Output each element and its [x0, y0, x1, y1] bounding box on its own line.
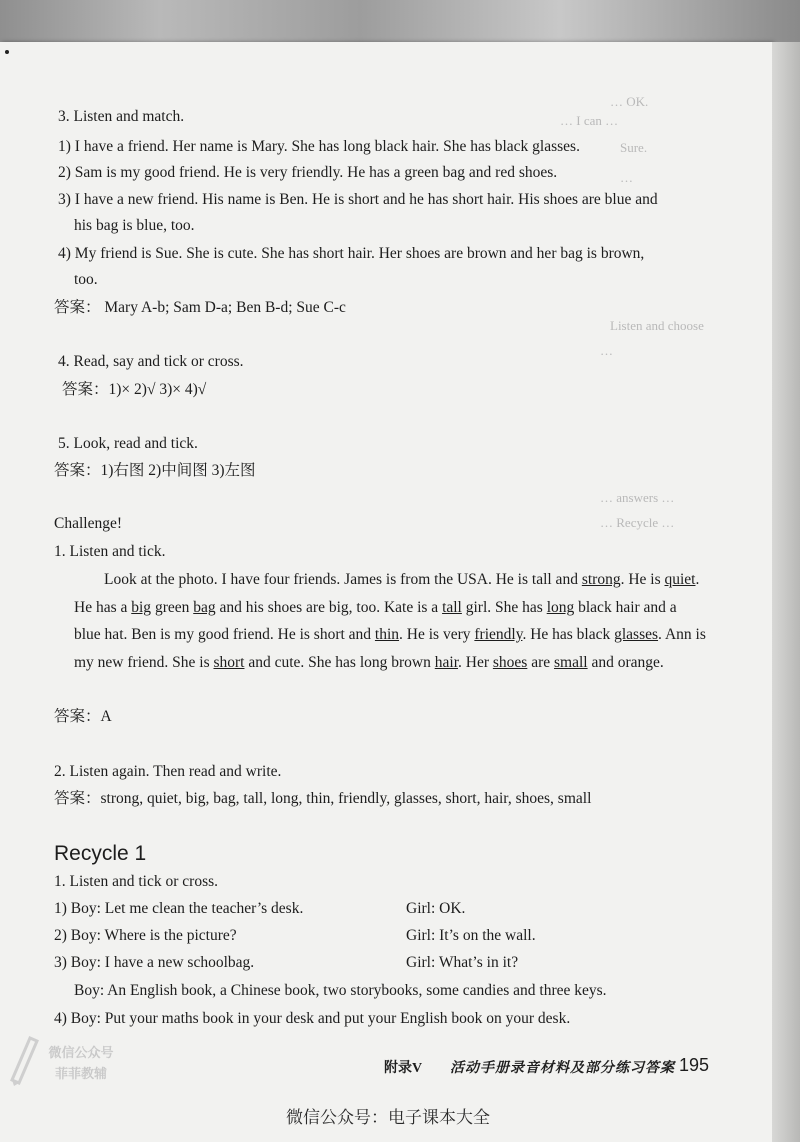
page-number: 195: [679, 1055, 710, 1075]
text-line: his bag is blue, too.: [74, 217, 195, 234]
dialogue-boy: Boy: An English book, a Chinese book, two storybooks, some candies and three keys.: [74, 982, 607, 999]
answer-line: 答案：1)右图 2)中间图 3)左图: [54, 462, 256, 479]
underlined-word: shoes: [492, 653, 528, 671]
footer-appendix: 附录V: [384, 1061, 423, 1076]
answer-line: 答案：1)× 2)√ 3)× 4)√: [62, 381, 207, 398]
passage-text: Look at the photo. I have four friends. James is from the USA. He is tall and: [104, 571, 582, 588]
bleed-text: … Recycle …: [600, 515, 675, 530]
page-edge: [772, 42, 800, 1142]
answer-line: 答案：A: [54, 708, 112, 725]
underlined-word: long: [546, 598, 575, 616]
dialogue-boy: 2) Boy: Where is the picture?: [54, 927, 237, 944]
dialogue-boy: 4) Boy: Put your maths book in your desk and put your English book on your desk.: [54, 1010, 571, 1027]
text-line: 4) My friend is Sue. She is cute. She has short hair. Her shoes are brown and her bag is brown,: [58, 245, 645, 262]
bleed-text: …: [620, 170, 633, 185]
underlined-word: hair: [434, 653, 459, 671]
bleed-text: … I can …: [560, 113, 619, 128]
passage-text: girl. She has: [461, 598, 547, 616]
dialogue-boy: 3) Boy: I have a new schoolbag.: [54, 954, 255, 971]
passage-text: and orange.: [587, 653, 664, 671]
passage-text: and his shoes are big, too. Kate is a: [215, 598, 443, 616]
exercise-title: 3. Listen and match.: [58, 108, 185, 125]
underlined-word: short: [213, 653, 245, 671]
passage-text: . Ann is my new friend. She is: [74, 626, 706, 671]
underlined-word: bag: [193, 598, 216, 616]
underlined-word: small: [554, 653, 588, 671]
bleed-text: Sure.: [620, 140, 648, 155]
passage-text: . He is very: [399, 626, 475, 643]
passage-text: and cute. She has long brown: [244, 653, 435, 671]
passage-text: green: [151, 598, 194, 616]
section-heading: Challenge!: [54, 515, 123, 532]
answer-line: 答案：strong, quiet, big, bag, tall, long, thin, friendly, glasses, short, hair, shoes, small: [54, 790, 592, 807]
text-line: 2) Sam is my good friend. He is very friendly. He has a green bag and red shoes.: [58, 164, 558, 181]
section-heading: Recycle 1: [54, 842, 147, 865]
exercise-title: 2. Listen again. Then read and write.: [54, 763, 282, 780]
text-line: too.: [74, 271, 98, 288]
margin-dot: [5, 50, 9, 54]
exercise-title: 5. Look, read and tick.: [58, 435, 198, 452]
dialogue-girl: Girl: What’s in it?: [406, 954, 519, 971]
exercise-title: 1. Listen and tick.: [54, 543, 166, 560]
text-line: 3) I have a new friend. His name is Ben. He is short and he has short hair. His shoes are blue and: [58, 191, 658, 208]
watermark-line: 微信公众号: [48, 1045, 114, 1060]
passage-text: . Her: [458, 653, 493, 671]
bleed-text: … answers …: [600, 490, 675, 505]
watermark-line: 菲菲教辅: [54, 1066, 107, 1081]
bleed-text: … OK.: [610, 94, 649, 109]
underlined-word: big: [131, 598, 152, 616]
exercise-title: 4. Read, say and tick or cross.: [58, 353, 244, 370]
underlined-word: strong: [581, 571, 621, 588]
underlined-word: thin: [374, 626, 400, 643]
bleed-text: Listen and choose: [610, 318, 704, 333]
footer-title: 活动手册录音材料及部分练习答案: [450, 1061, 675, 1076]
passage-paragraph: [74, 566, 706, 676]
answer-line: 答案： Mary A-b; Sam D-a; Ben B-d; Sue C-c: [54, 299, 346, 316]
exercise-title: 1. Listen and tick or cross.: [54, 873, 219, 890]
dialogue-girl: Girl: It’s on the wall.: [406, 927, 536, 944]
underlined-word: tall: [442, 598, 462, 616]
passage-text: . He has black: [522, 626, 615, 643]
dialogue-boy: 1) Boy: Let me clean the teacher’s desk.: [54, 900, 304, 917]
passage-text: . He is: [620, 571, 665, 588]
passage-text: are: [527, 653, 555, 671]
book-cover-background: [0, 0, 800, 48]
text-line: 1) I have a friend. Her name is Mary. She has long black hair. She has black glasses.: [58, 138, 580, 155]
passage-text: . He has a: [74, 571, 700, 616]
bleed-text: …: [600, 343, 613, 358]
underlined-word: friendly: [474, 626, 523, 643]
passage-text: black hair and a blue hat. Ben is my good friend. He is short and: [74, 598, 677, 643]
bottom-watermark: 微信公众号：电子课本大全: [286, 1108, 490, 1127]
underlined-word: glasses: [614, 626, 659, 643]
underlined-word: quiet: [664, 571, 696, 588]
dialogue-girl: Girl: OK.: [406, 900, 466, 917]
